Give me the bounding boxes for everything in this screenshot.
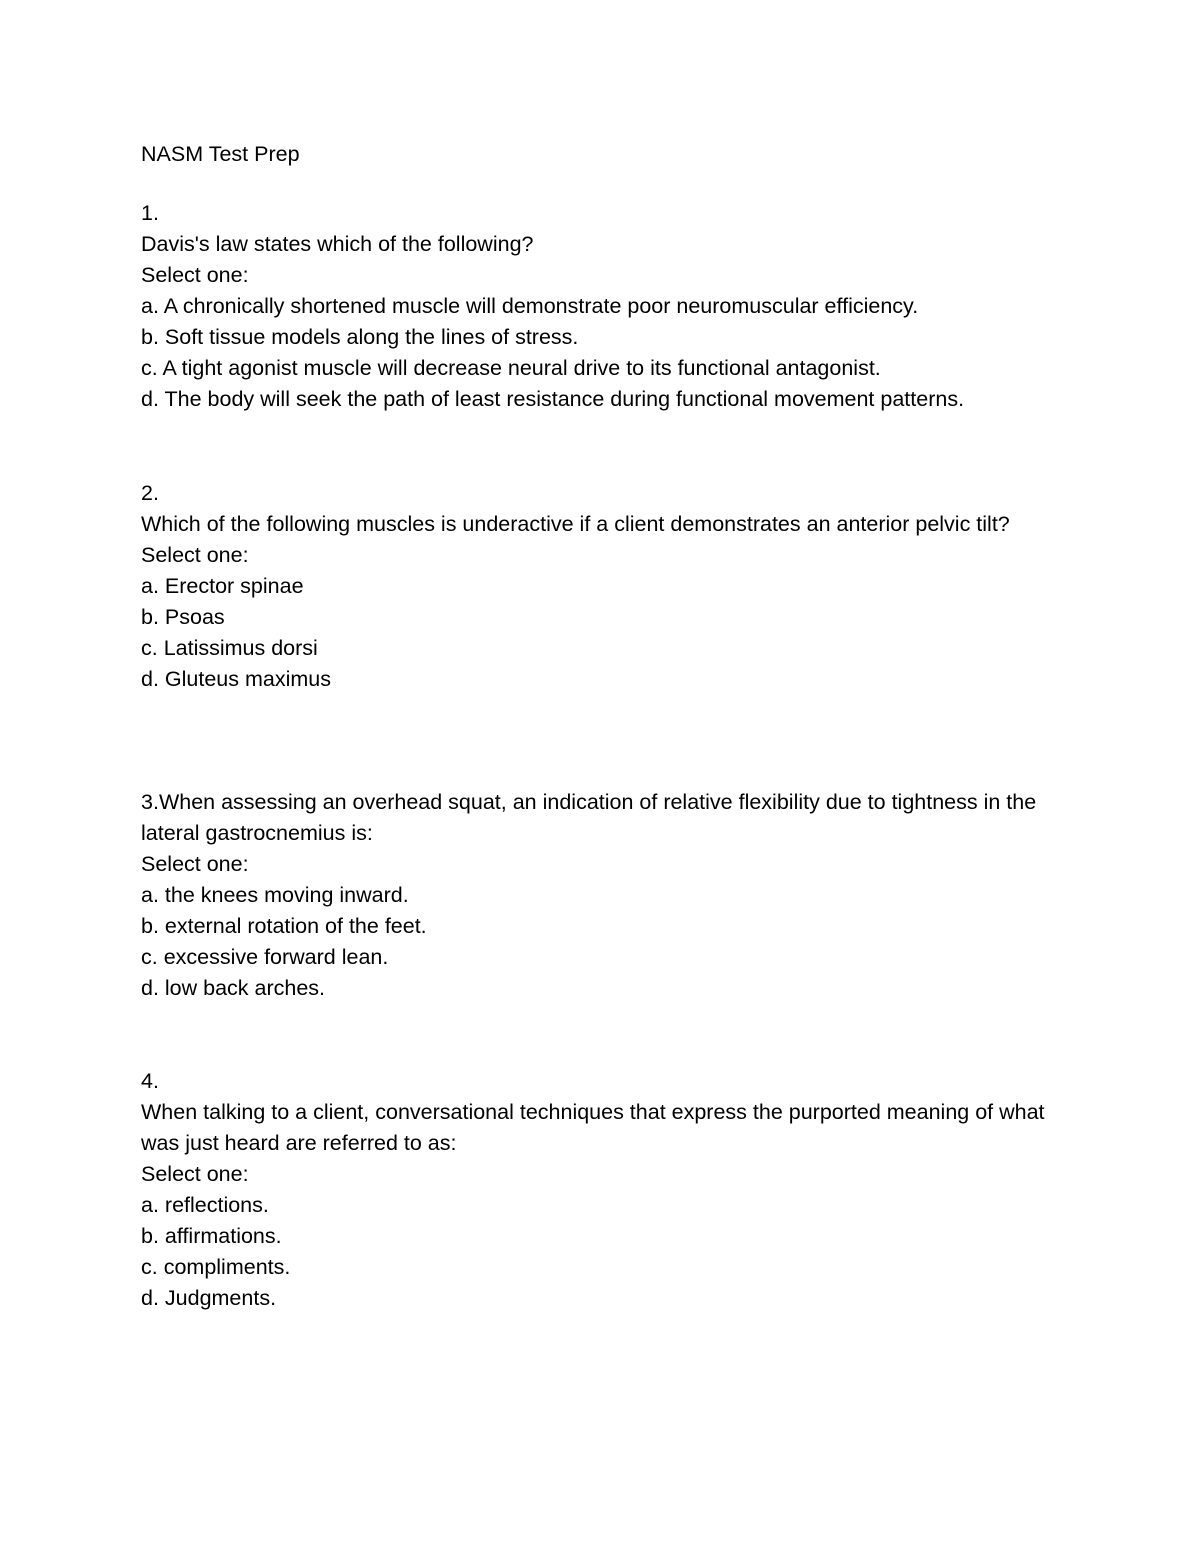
question-number: 3. [141,790,159,814]
answer-option: b. external rotation of the feet. [141,914,427,938]
question-instruction: Select one: [141,1162,249,1186]
answer-options [141,291,1071,415]
question-number: 1. [141,201,159,225]
answer-options [141,571,1071,695]
question-text: Which of the following muscles is underactive if a client demonstrates an anterior pelvic tilt? [141,512,1010,536]
answer-option: a. Erector spinae [141,574,304,598]
answer-options [141,1190,1071,1314]
question-instruction: Select one: [141,263,249,287]
question-number: 4. [141,1069,159,1093]
document-title: NASM Test Prep [141,142,300,166]
answer-option: a. the knees moving inward. [141,883,409,907]
answer-option: c. A tight agonist muscle will decrease neural drive to its functional antagonist. [141,356,881,380]
answer-option: b. Psoas [141,605,225,629]
question-text-line [141,787,1071,849]
answer-option: c. excessive forward lean. [141,945,389,969]
answer-option: d. Gluteus maximus [141,667,331,691]
question-2 [141,478,1071,695]
question-3 [141,787,1071,1004]
question-instruction: Select one: [141,543,249,567]
question-text: When assessing an overhead squat, an indication of relative flexibility due to tightness in the lateral gastrocnemius is: [141,790,1037,845]
question-text: Davis's law states which of the following? [141,232,534,256]
question-4 [141,1066,1071,1314]
answer-option: c. compliments. [141,1255,291,1279]
answer-options [141,880,1071,1004]
question-1 [141,198,1071,415]
question-instruction: Select one: [141,852,249,876]
answer-option: c. Latissimus dorsi [141,636,318,660]
answer-option: d. low back arches. [141,976,326,1000]
answer-option: a. A chronically shortened muscle will demonstrate poor neuromuscular efficiency. [141,294,919,318]
answer-option: a. reflections. [141,1193,269,1217]
question-number: 2. [141,481,159,505]
answer-option: d. Judgments. [141,1286,277,1310]
answer-option: b. affirmations. [141,1224,282,1248]
question-text: When talking to a client, conversational techniques that express the purported meaning of what was just heard are referred to as: [141,1100,1045,1155]
answer-option: d. The body will seek the path of least resistance during functional movement patterns. [141,387,965,411]
answer-option: b. Soft tissue models along the lines of stress. [141,325,579,349]
